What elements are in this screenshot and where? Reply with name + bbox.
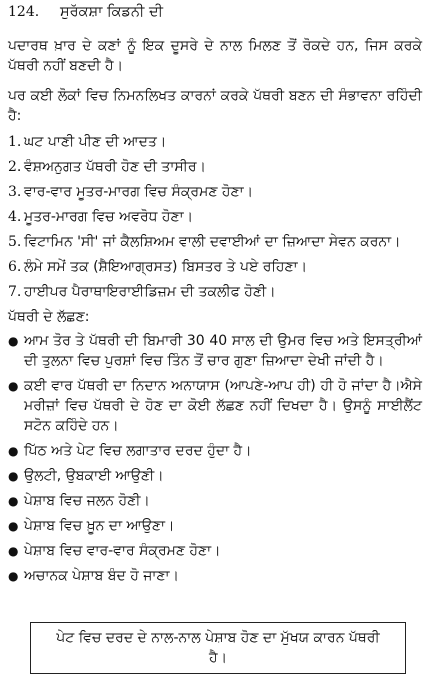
highlight-box bbox=[30, 622, 406, 674]
list-item bbox=[8, 466, 422, 486]
page-number: 124. bbox=[8, 4, 40, 20]
page-header bbox=[8, 4, 422, 26]
list-item-number: 2. bbox=[8, 159, 22, 175]
bullet-icon: ● bbox=[8, 494, 19, 508]
list-item-number: 5. bbox=[8, 234, 22, 250]
list-item-number: 3. bbox=[8, 184, 22, 200]
list-item-text: ਪੇਸ਼ਾਬ ਵਿਚ ਖ਼ੂਨ ਦਾ ਆਉਣਾ। bbox=[24, 518, 175, 534]
list-item-text: ਵਾਰ-ਵਾਰ ਮੂਤਰ-ਮਾਰਗ ਵਿਚ ਸੰਕ੍ਰਮਣ ਹੋਣਾ। bbox=[24, 184, 254, 200]
list-item bbox=[8, 516, 422, 536]
list-item bbox=[8, 566, 422, 586]
list-item-number: 6. bbox=[8, 259, 22, 275]
list-item bbox=[8, 257, 422, 277]
list-item-text: ਵਿਟਾਮਿਨ 'ਸੀ' ਜਾਂ ਕੈਲਸ਼ਿਅਮ ਵਾਲੀ ਦਵਾਈਆਂ ਦਾ ਜ਼ਿਆਦਾ ਸੇਵਨ ਕਰਨਾ। bbox=[24, 234, 401, 250]
list-item bbox=[8, 207, 422, 227]
list-item-text: ਹਾਈਪਰ ਪੈਰਾਥਾਇਰਾਈਡਿਜ਼ਮ ਦੀ ਤਕਲੀਫ ਹੋਣੀ। bbox=[24, 284, 276, 300]
list-item-text: ਅਚਾਨਕ ਪੇਸ਼ਾਬ ਬੰਦ ਹੋ ਜਾਣਾ। bbox=[24, 568, 179, 584]
list-item bbox=[8, 282, 422, 302]
bullet-icon: ● bbox=[8, 544, 19, 558]
list-item bbox=[8, 331, 422, 371]
list-item-text: ਪੇਸ਼ਾਬ ਵਿਚ ਜਲਨ ਹੋਣੀ। bbox=[24, 493, 150, 509]
list-item-text: ਵੰਸ਼ਅਨੁਗਤ ਪੱਥਰੀ ਹੋਣ ਦੀ ਤਾਸੀਰ। bbox=[24, 159, 206, 175]
list-item-text: ਘਟ ਪਾਣੀ ਪੀਣ ਦੀ ਆਦਤ। bbox=[24, 134, 167, 150]
causes-list bbox=[8, 132, 422, 302]
list-item bbox=[8, 491, 422, 511]
symptoms-list bbox=[8, 331, 422, 586]
bullet-icon: ● bbox=[8, 519, 19, 533]
list-item-text: ਪੇਸ਼ਾਬ ਵਿਚ ਵਾਰ-ਵਾਰ ਸੰਕ੍ਰਮਣ ਹੋਣਾ। bbox=[24, 543, 221, 559]
running-title: ਸੁਰੱਕਸ਼ਾ ਕਿਡਨੀ ਦੀ bbox=[60, 4, 163, 20]
causes-intro-paragraph: ਪਰ ਕਈ ਲੋਕਾਂ ਵਿਚ ਨਿਮਨਲਿਖਤ ਕਾਰਨਾਂ ਕਰਕੇ ਪੱਥਰੀ ਬਣਨ ਦੀ ਸੰਭਾਵਨਾ ਰਹਿੰਦੀ ਹੈ: bbox=[8, 88, 422, 124]
list-item-text: ਆਮ ਤੋਰ ਤੇ ਪੱਥਰੀ ਦੀ ਬਿਮਾਰੀ 30 40 ਸਾਲ ਦੀ ਉਮਰ ਵਿਚ ਅਤੇ ਇਸਤ੍ਰੀਆਂ ਦੀ ਤੁਲਨਾ ਵਿਚ ਪੁਰਸ਼ਾਂ ਵਿਚ ਤਿੰਨ ਤੋਂ ਚਾਰ ਗੁਣਾ ਜ਼ਿਆਦਾ ਦੇਖੀ ਜਾਂਦੀ ਹੈ। bbox=[24, 333, 422, 369]
bullet-icon: ● bbox=[8, 444, 19, 458]
highlight-box-text: ਪੇਟ ਵਿਚ ਦਰਦ ਦੇ ਨਾਲ-ਨਾਲ ਪੇਸ਼ਾਬ ਹੋਣ ਦਾ ਮੁੱਖਯ ਕਾਰਨ ਪੱਥਰੀ ਹੈ। bbox=[56, 630, 380, 666]
symptoms-heading: ਪੱਥਰੀ ਦੇ ਲੱਛਣ: bbox=[8, 309, 90, 325]
bullet-icon: ● bbox=[8, 379, 19, 393]
list-item-text: ਪਿੱਠ ਅਤੇ ਪੇਟ ਵਿਚ ਲਗਾਤਾਰ ਦਰਦ ਹੁੰਦਾ ਹੈ। bbox=[24, 443, 252, 459]
list-item-number: 4. bbox=[8, 209, 22, 225]
list-item bbox=[8, 441, 422, 461]
list-item bbox=[8, 182, 422, 202]
list-item bbox=[8, 376, 422, 436]
list-item-text: ਲੰਮੇ ਸਮੇਂ ਤਕ (ਸ਼ੈਇਆਗ੍ਰਸਤ) ਬਿਸਤਰ ਤੇ ਪਏ ਰਹਿਣਾ। bbox=[24, 259, 308, 275]
bullet-icon: ● bbox=[8, 334, 19, 348]
list-item-number: 7. bbox=[8, 284, 22, 300]
intro-paragraph: ਪਦਾਰਥ ਖ਼ਾਰ ਦੇ ਕਣਾਂ ਨੂੰ ਇਕ ਦੂਸਰੇ ਦੇ ਨਾਲ ਮਿਲਣ ਤੋਂ ਰੋਕਦੇ ਹਨ, ਜਿਸ ਕਰਕੇ ਪੱਥਰੀ ਨਹੀਂ ਬਣਦੀ ਹੈ। bbox=[8, 38, 422, 74]
list-item bbox=[8, 541, 422, 561]
list-item-text: ਕਈ ਵਾਰ ਪੱਥਰੀ ਦਾ ਨਿਦਾਨ ਅਨਾਯਾਸ (ਆਪਣੇ-ਆਪ ਹੀ) ਹੀ ਹੋ ਜਾਂਦਾ ਹੈ।ਐਸੇ ਮਰੀਜ਼ਾਂ ਵਿਚ ਪੱਥਰੀ ਦੇ ਹੋਣ ਦਾ ਕੋਈ ਲੱਛਣ ਨਹੀਂ ਦਿਖਦਾ ਹੈ। ਉਸਨੂੰ ਸਾਈਲੈਂਟ ਸਟੋਨ ਕਹਿੰਦੇ ਹਨ। bbox=[24, 378, 422, 434]
list-item-text: ਉਲਟੀ, ਉਬਕਾਈ ਆਉਣੀ। bbox=[24, 468, 164, 484]
bullet-icon: ● bbox=[8, 469, 19, 483]
list-item bbox=[8, 232, 422, 252]
list-item-text: ਮੂਤਰ-ਮਾਰਗ ਵਿਚ ਅਵਰੋਧ ਹੋਣਾ। bbox=[24, 209, 194, 225]
list-item-number: 1. bbox=[8, 134, 22, 150]
list-item bbox=[8, 132, 422, 152]
list-item bbox=[8, 157, 422, 177]
bullet-icon: ● bbox=[8, 569, 19, 583]
